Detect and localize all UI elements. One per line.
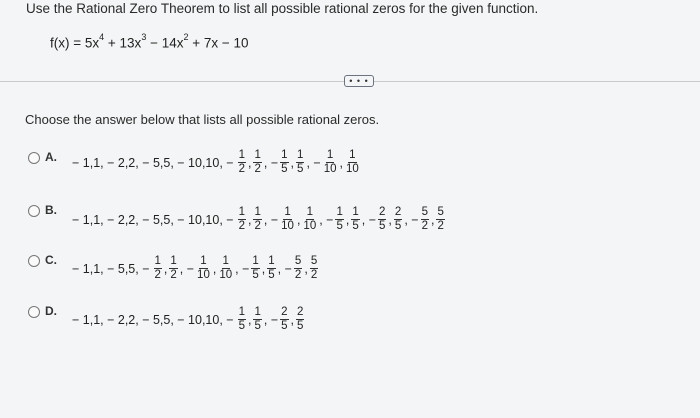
denominator: 5	[254, 320, 261, 332]
denominator: 5	[281, 163, 288, 175]
integer-candidates: − 1,1, − 2,2, − 5,5, − 10,10, −	[72, 212, 234, 227]
comma-separator: ,	[163, 261, 168, 276]
denominator: 2	[421, 220, 428, 232]
fraction	[280, 306, 288, 333]
numerator: 5	[437, 206, 444, 218]
function-expression: $f(x) = 5x^4 + 13x^3 - 14x^2 + 7x - 10$	[50, 32, 249, 51]
numerator: 1	[306, 206, 314, 218]
option-letter: C.	[45, 253, 57, 267]
fraction	[238, 149, 246, 176]
comma-separator: ,	[248, 312, 252, 327]
fraction	[394, 206, 402, 233]
numerator: 1	[352, 206, 359, 218]
fraction	[280, 149, 288, 176]
numerator: 1	[336, 206, 343, 218]
answer-expression	[72, 306, 305, 333]
numerator: 1	[268, 255, 275, 267]
fraction	[421, 206, 429, 233]
denominator: 2	[437, 220, 444, 232]
denominator: 5	[268, 269, 275, 281]
option-letter: D.	[45, 304, 57, 318]
denominator: 10	[345, 163, 359, 175]
comma-separator: ,	[430, 212, 435, 227]
fraction	[351, 206, 359, 233]
numerator: 5	[421, 206, 428, 218]
fraction	[196, 255, 211, 282]
fraction	[345, 149, 360, 176]
fraction	[267, 255, 275, 282]
radio-button[interactable]	[28, 255, 40, 267]
fraction	[296, 306, 304, 333]
comma-minus-separator: , −	[263, 212, 279, 227]
numerator: 5	[294, 255, 302, 267]
denominator: 5	[394, 220, 402, 232]
numerator: 2	[297, 306, 304, 318]
numerator: 1	[297, 149, 304, 161]
denominator: 5	[252, 269, 259, 281]
comma-minus-separator: , −	[319, 212, 334, 227]
numerator: 5	[310, 255, 318, 267]
fraction	[169, 255, 177, 282]
denominator: 10	[281, 220, 294, 232]
fraction	[280, 206, 295, 233]
numerator: 1	[238, 206, 245, 218]
answer-expression	[72, 206, 446, 233]
denominator: 5	[336, 220, 343, 232]
numerator: 1	[349, 149, 356, 161]
numerator: 1	[254, 206, 261, 218]
fraction	[218, 255, 233, 282]
comma-separator: ,	[248, 155, 252, 170]
option-letter: A.	[45, 150, 57, 164]
question-text: Use the Rational Zero Theorem to list all possible rational zeros for the given function.	[26, 1, 539, 16]
comma-minus-separator: , −	[277, 261, 292, 276]
fraction	[251, 255, 259, 282]
denominator: 2	[154, 269, 161, 281]
radio-button[interactable]	[28, 205, 40, 217]
comma-minus-separator: , −	[263, 155, 279, 170]
fraction	[253, 306, 261, 333]
numerator: 1	[222, 255, 229, 267]
numerator: 1	[238, 149, 245, 161]
fraction	[323, 149, 338, 176]
numerator: 1	[200, 255, 207, 267]
comma-separator: ,	[388, 212, 392, 227]
denominator: 10	[219, 269, 233, 281]
integer-candidates: − 1,1, − 2,2, − 5,5, − 10,10, −	[72, 155, 234, 170]
fraction	[296, 149, 304, 176]
comma-separator: ,	[345, 212, 350, 227]
denominator: 2	[238, 163, 245, 175]
integer-candidates: − 1,1, − 5,5, −	[72, 261, 150, 276]
denominator: 10	[323, 163, 337, 175]
numerator: 1	[284, 206, 291, 218]
numerator: 1	[254, 306, 261, 318]
fraction	[253, 149, 261, 176]
integer-candidates: − 1,1, − 2,2, − 5,5, − 10,10, −	[72, 312, 234, 327]
fraction	[335, 206, 343, 233]
denominator: 10	[303, 220, 317, 232]
numerator: 1	[254, 149, 261, 161]
fraction	[154, 255, 162, 282]
denominator: 10	[197, 269, 210, 281]
answer-expression	[72, 149, 361, 176]
comma-minus-separator: , −	[179, 261, 195, 276]
numerator: 1	[281, 149, 288, 161]
numerator: 1	[252, 255, 259, 267]
expand-more-button[interactable]: • • •	[344, 75, 374, 87]
numerator: 2	[394, 206, 402, 218]
comma-separator: ,	[290, 312, 295, 327]
fraction	[378, 206, 386, 233]
option-letter: B.	[45, 203, 57, 217]
numerator: 1	[154, 255, 161, 267]
numerator: 2	[379, 206, 386, 218]
fraction	[238, 306, 246, 333]
answer-prompt: Choose the answer below that lists all possible rational zeros.	[25, 112, 380, 127]
denominator: 2	[254, 163, 261, 175]
fraction	[238, 206, 246, 233]
comma-separator: ,	[304, 261, 308, 276]
denominator: 5	[352, 220, 359, 232]
numerator: 1	[170, 255, 177, 267]
denominator: 2	[254, 220, 261, 232]
radio-button[interactable]	[28, 306, 40, 318]
fraction	[310, 255, 318, 282]
denominator: 5	[297, 163, 304, 175]
comma-separator: ,	[296, 212, 301, 227]
denominator: 2	[294, 269, 302, 281]
comma-minus-separator: , −	[361, 212, 377, 227]
denominator: 2	[238, 220, 245, 232]
comma-separator: ,	[290, 155, 295, 170]
comma-minus-separator: , −	[235, 261, 250, 276]
denominator: 5	[297, 320, 304, 332]
comma-separator: ,	[261, 261, 266, 276]
fraction	[436, 206, 444, 233]
comma-minus-separator: , −	[306, 155, 321, 170]
comma-minus-separator: , −	[263, 312, 279, 327]
denominator: 5	[281, 320, 288, 332]
numerator: 1	[326, 149, 334, 161]
comma-separator: ,	[212, 261, 217, 276]
fraction	[253, 206, 261, 233]
fraction	[294, 255, 302, 282]
answer-expression	[72, 255, 319, 282]
denominator: 2	[170, 269, 177, 281]
numerator: 1	[238, 306, 245, 318]
denominator: 2	[310, 269, 318, 281]
comma-separator: ,	[248, 212, 252, 227]
radio-button[interactable]	[28, 152, 40, 164]
comma-minus-separator: , −	[404, 212, 419, 227]
denominator: 5	[238, 320, 245, 332]
numerator: 2	[281, 306, 288, 318]
fraction	[302, 206, 317, 233]
denominator: 5	[379, 220, 386, 232]
comma-separator: ,	[339, 155, 343, 170]
